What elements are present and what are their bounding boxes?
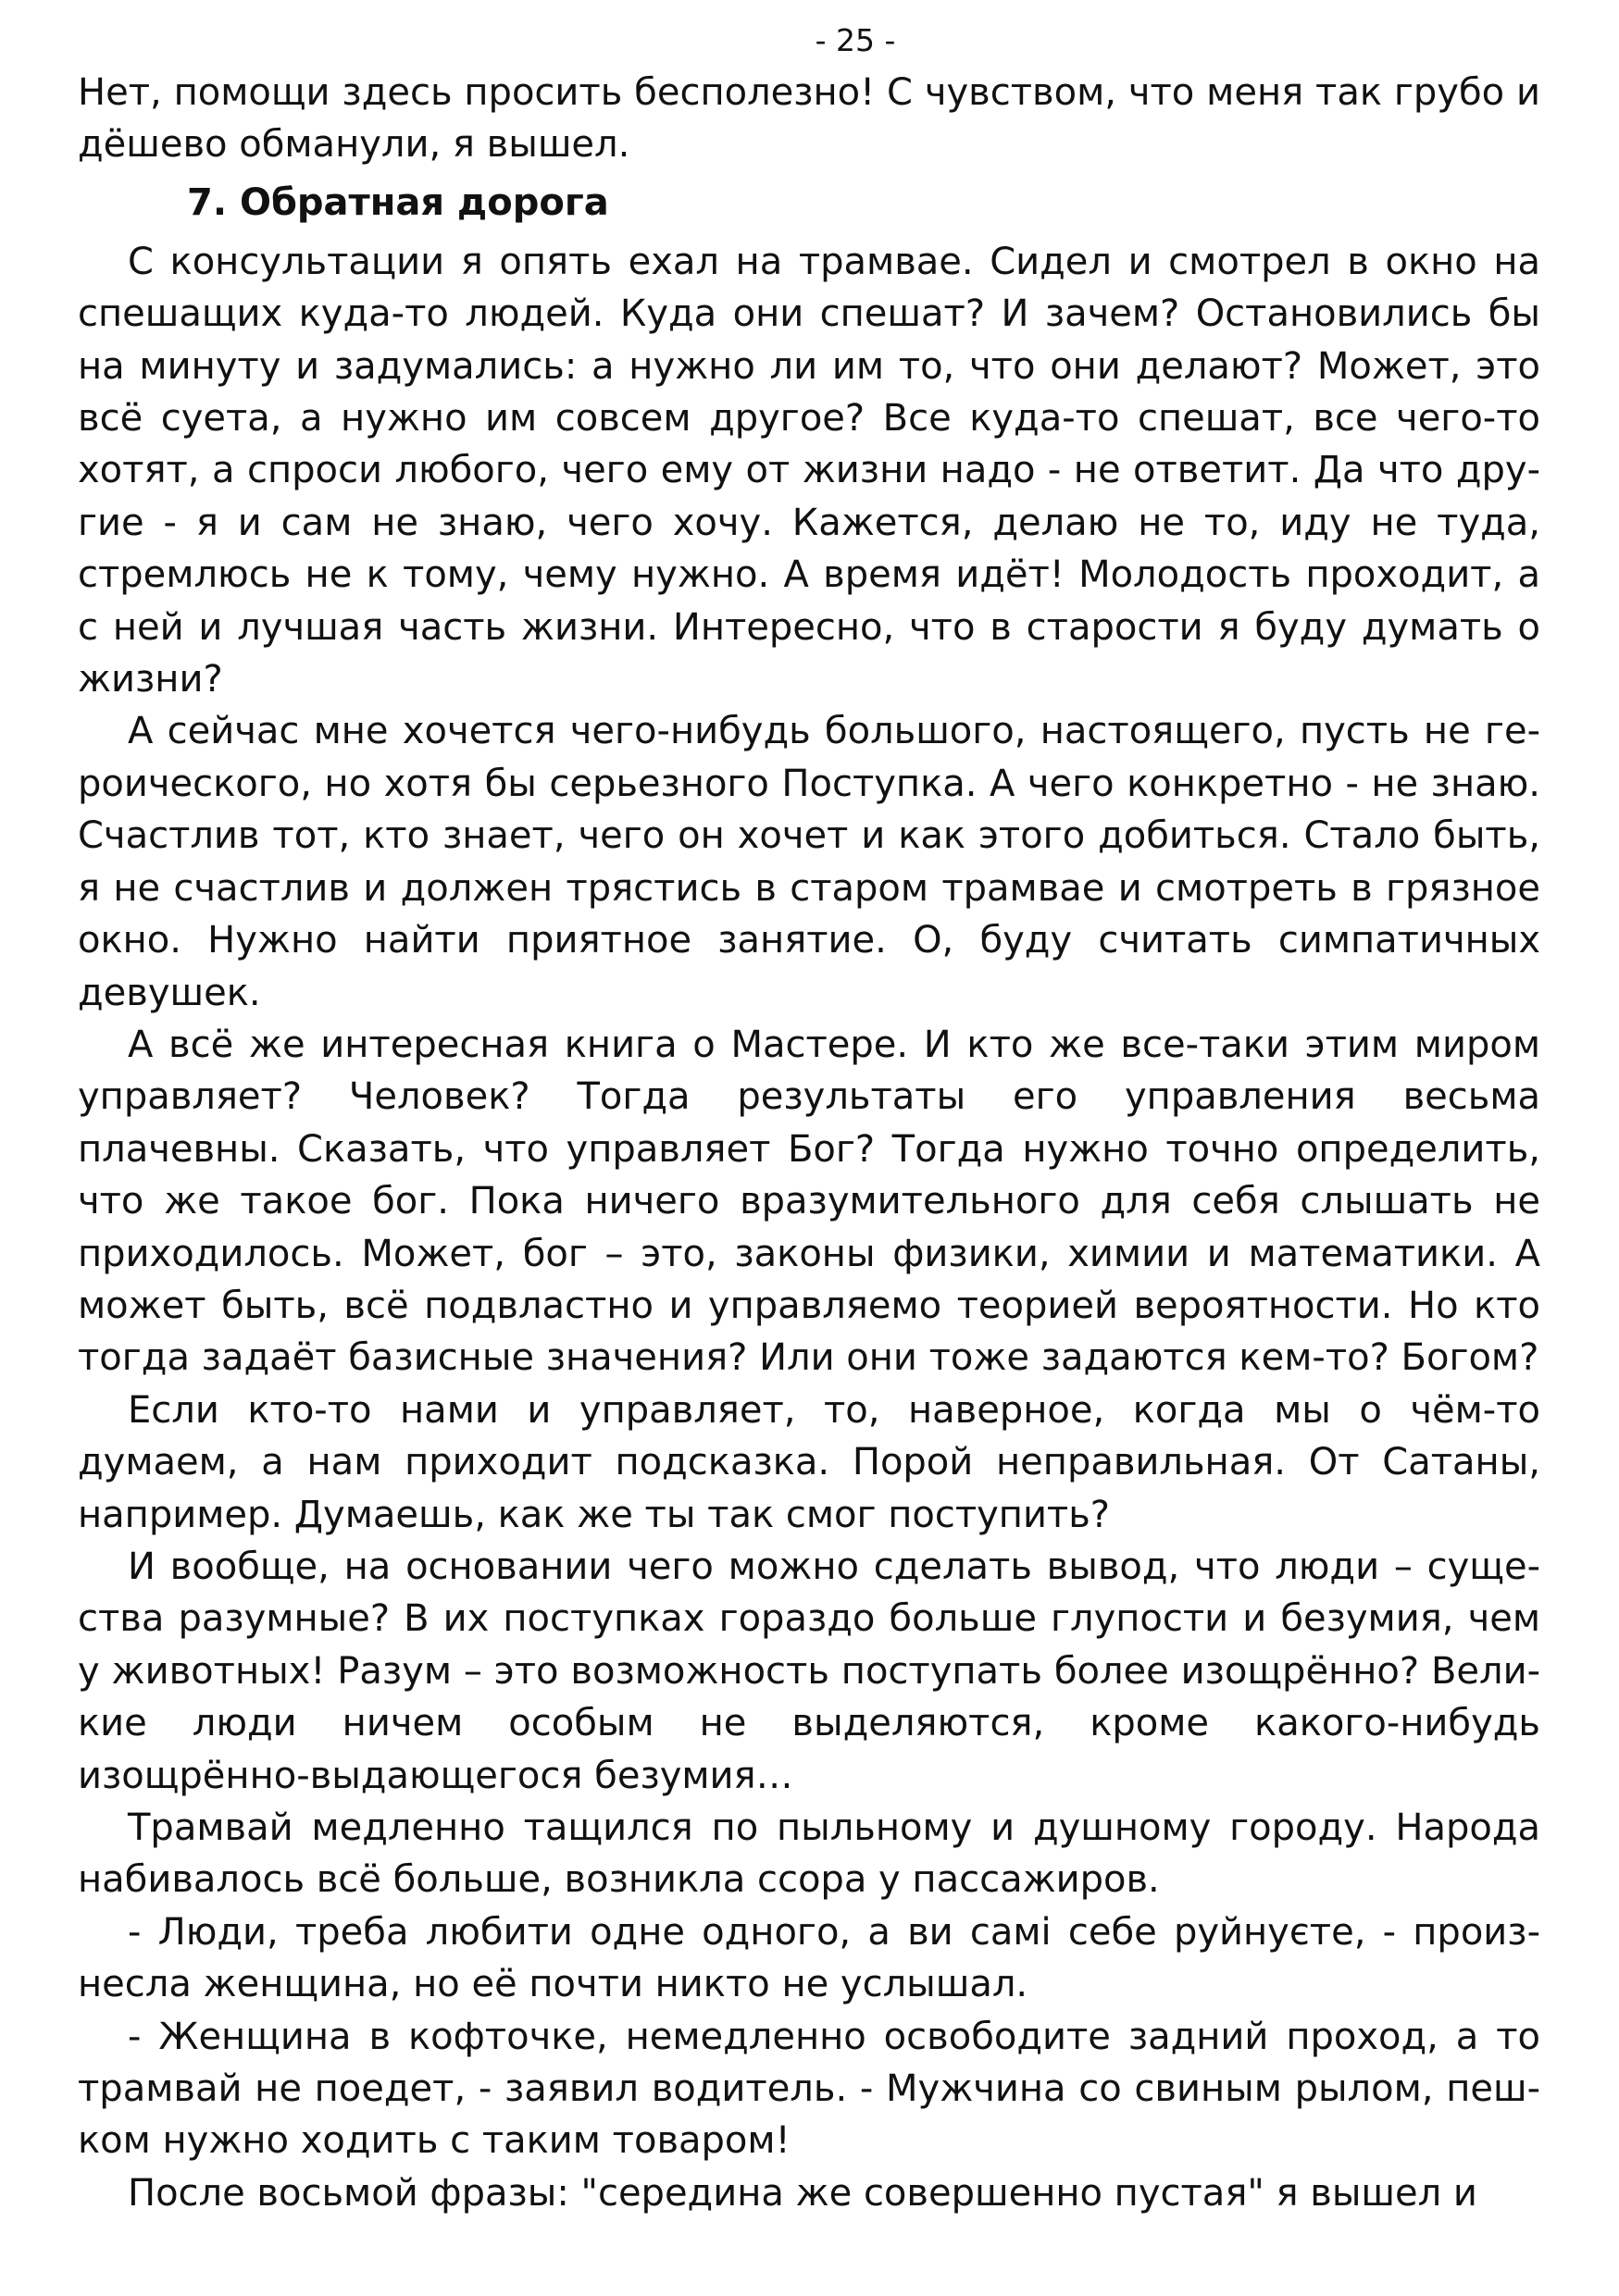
paragraph: А сейчас мне хочется чего-нибудь большого, настоящего, пусть не героического, но хотя бы серьезного Поступка. А чего конкретно - не знаю. Счастлив тот, кто знает, чего он хочет и как этого добиться. Стало быть, я не счастлив и должен трястись в старом трамвае и смотреть в грязное окно. Нужно найти приятное занятие. О, буду считать симпатичных девушек. [78, 710, 1540, 1014]
paragraph: Если кто-то нами и управляет, то, наверное, когда мы о чём-то думаем, а нам приходит подсказка. Порой неправильная. От Сатаны, например. Думаешь, как же ты так смог поступить? [78, 1388, 1540, 1536]
paragraph: С консультации я опять ехал на трамвае. Сидел и смотрел в окно на спешащих куда-то людей. Куда они спешат? И зачем? Остановились бы на минуту и задумались: а нужно ли им то, что они делают? Может, это всё суета, а нужно им совсем другое? Все куда-то спешат, все чего-то хотят, а спроси любого, чего ему от жизни надо - не ответит. Да что другие - я и сам не знаю, чего хочу. Кажется, делаю не то, иду не туда, стремлюсь не к тому, чему нужно. А время идёт! Молодость проходит, а с ней и лучшая часть жизни. Интересно, что в старости я буду думать о жизни? [78, 240, 1540, 701]
paragraph: - Люди, треба любити одне одного, а ви самі себе руйнуєте, - произнесла женщина, но её почти никто не услышал. [78, 1910, 1540, 2006]
page-number: - 25 - [815, 22, 896, 58]
paragraph: - Женщина в кофточке, немедленно освободите задний проход, а то трамвай не поедет, - заявил водитель. - Мужчина со свиным рылом, пешком нужно ходить с таким товаром! [78, 2015, 1540, 2163]
paragraph: Трамвай медленно тащился по пыльному и душному городу. Народа набивалось всё больше, возникла ссора у пассажиров. [78, 1806, 1540, 1902]
paragraph: А всё же интересная книга о Мастере. И кто же все-таки этим миром управляет? Человек? Тогда результаты его управления весьма плачевны. Сказать, что управляет Бог? Тогда нужно точно определить, что же такое бог. Пока ничего вразумительного для себя слышать не приходилось. Может, бог – это, законы физики, химии и математики. А может быть, всё подвластно и управляемо теорией вероятности. Но кто тогда задаёт базисные значения? Или они тоже задаются кем-то? Богом? [78, 1023, 1540, 1380]
paragraph: И вообще, на основании чего можно сделать вывод, что люди – существа разумные? В их поступках гораздо больше глупости и безумия, чем у животных! Разум – это возможность поступать более изощрённо? Великие люди ничем особым не выделяются, кроме какого-нибудь изощрённо-выдающегося безумия… [78, 1545, 1540, 1797]
paragraph-intro: Нет, помощи здесь просить бесполезно! С чувством, что меня так грубо и дёшево обманули, я вышел. [78, 71, 1540, 167]
section-heading: 7. Обратная дорога [187, 180, 609, 224]
paragraph: После восьмой фразы: "середина же совершенно пустая" я вышел и [128, 2171, 1477, 2215]
document-page [78, 15, 1540, 2219]
